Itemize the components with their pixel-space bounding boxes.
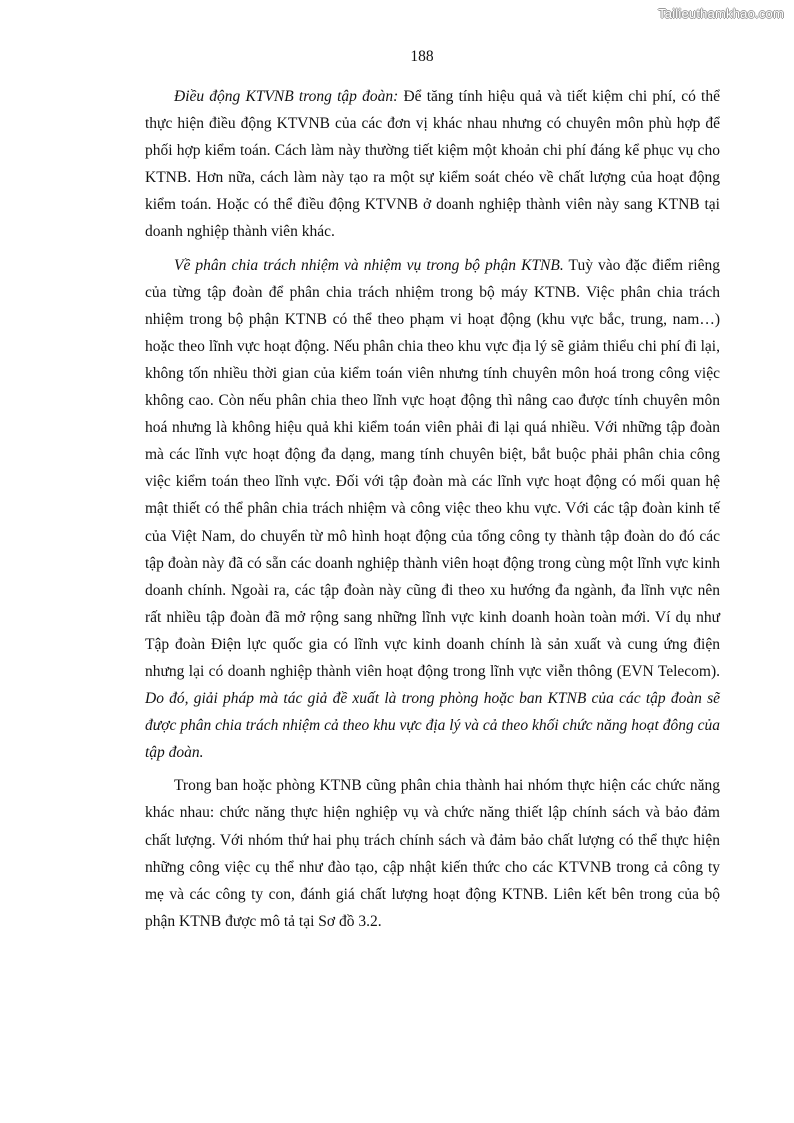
paragraph-heading: Điều động KTVNB trong tập đoàn: xyxy=(174,88,399,105)
paragraph-responsibility-division xyxy=(145,252,720,767)
paragraph-function-groups xyxy=(145,772,720,935)
paragraph-staff-rotation xyxy=(145,83,720,246)
paragraph-heading: Về phân chia trách nhiệm và nhiệm vụ trong bộ phận KTNB. xyxy=(174,256,564,274)
paragraph-text: Để tăng tính hiệu quả và tiết kiệm chi phí, có thể thực hiện điều động KTVNB của các đơn vị khác nhau nhưng có chuyên môn phù hợp để phối hợp kiểm toán. Cách làm này thường tiết kiệm một khoản chi phí đáng kể phục vụ cho KTNB. Hơn nữa, cách làm này tạo ra một sự kiểm soát chéo về chất lượng của hoạt động kiểm toán. Hoặc có thể điều động KTVNB ở doanh nghiệp thành viên này sang KTNB tại doanh nghiệp thành viên khác. xyxy=(145,88,720,241)
watermark: Tailieuthamkhao.com xyxy=(658,6,784,21)
paragraph-text: Trong ban hoặc phòng KTNB cũng phân chia thành hai nhóm thực hiện các chức năng khác nhau: chức năng thực hiện nghiệp vụ và chức năng thiết lập chính sách và bảo đảm chất lượng. Với nhóm thứ hai phụ trách chính sách và đảm bảo chất lượng có thể thực hiện những công việc cụ thể như đào tạo, cập nhật kiến thức cho các KTVNB trong cả công ty mẹ và các công ty con, đánh giá chất lượng hoạt động KTNB. Liên kết bên trong của bộ phận KTNB được mô tả tại Sơ đồ 3.2. xyxy=(145,777,720,930)
page-number: 188 xyxy=(410,48,434,65)
document-body xyxy=(145,83,720,941)
paragraph-text: Tuỳ vào đặc điểm riêng của từng tập đoàn để phân chia trách nhiệm trong bộ máy KTNB. Việc phân chia trách nhiệm trong bộ phận KTNB có thể theo phạm vi hoạt động (khu vực bắc, trung, nam…) hoặc theo lĩnh vực hoạt động. Nếu phân chia theo khu vực địa lý sẽ giảm thiểu chi phí đi lại, không tốn nhiều thời gian của kiểm toán viên nhưng tính chuyên môn hoá trong công việc không cao. Còn nếu phân chia theo lĩnh vực hoạt động thì nâng cao được tính chuyên môn hoá nhưng là không hiệu quả khi kiểm toán viên phải đi lại quá nhiều. Với những tập đoàn mà các lĩnh vực hoạt động đa dạng, mang tính chuyên biệt, bắt buộc phải phân chia công việc kiểm toán theo lĩnh vực. Đối với tập đoàn mà các lĩnh vực hoạt động có mối quan hệ mật thiết có thể phân chia trách nhiệm và công việc theo khu vực. Với các tập đoàn kinh tế của Việt Nam, do chuyển từ mô hình hoạt động của tổng công ty thành tập đoàn do đó các tập đoàn này đã có sẵn các doanh nghiệp thành viên hoạt động trong cùng một lĩnh vực kinh doanh chính. Ngoài ra, các tập đoàn này cũng đi theo xu hướng đa ngành, đa lĩnh vực nên rất nhiều tập đoàn đã mở rộng sang những lĩnh vực kinh doanh hoàn toàn mới. Ví dụ như Tập đoàn Điện lực quốc gia có lĩnh vực kinh doanh chính là sản xuất và cung ứng điện nhưng lại có doanh nghiệp thành viên hoạt động trong lĩnh vực viễn thông (EVN Telecom). xyxy=(145,256,720,680)
paragraph-conclusion: Do đó, giải pháp mà tác giả đề xuất là trong phòng hoặc ban KTNB của các tập đoàn sẽ được phân chia trách nhiệm cả theo khu vực địa lý và cả theo khối chức năng hoạt đông của tập đoàn. xyxy=(145,690,720,762)
